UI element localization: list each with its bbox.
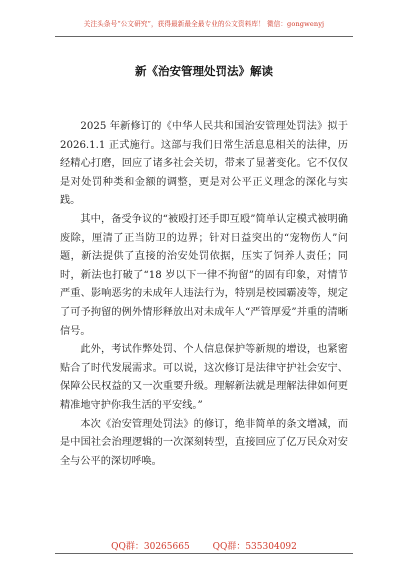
paragraph: 2025 年新修订的《中华人民共和国治安管理处罚法》拟于 2026.1.1 正式施行。这部与我们日常生活息息相关的法律，历经精心打磨，回应了诸多社会关切，带来了显著变化。它不仅仅是对处罚种类和金额的调整，更是对公平正义理念的深化与实践。 <box>60 121 348 207</box>
document-body <box>60 118 348 471</box>
paragraph: 本次《治安管理处罚法》的修订，绝非简单的条文增减，而是中国社会治理逻辑的一次深刻转型，直接回应了亿万民众对安全与公平的深切呼唤。 <box>60 418 348 467</box>
header-promo-text: 关注头条号“公文研究”，获得最新最全最专业的公文资料库！ 微信：gongwenyj <box>83 20 325 28</box>
footer-qq-group-1: QQ群：30265665 <box>111 542 190 552</box>
paragraph: 此外，考试作弊处罚、个人信息保护等新规的增设，也紧密贴合了时代发展需求。可以说，这次修订是法律守护社会安宁、保障公民权益的又一次重要升级。理解新法就是理解法律如何更精准地守护你我生活的平安线。” <box>60 344 348 411</box>
document-title: 新《治安管理处罚法》解读 <box>135 64 273 78</box>
footer-divider <box>55 553 353 554</box>
footer-qq-group-2: QQ群：535304092 <box>212 542 297 552</box>
paragraph: 其中，备受争议的“被殴打还手即互殴”简单认定模式被明确废除，厘清了正当防卫的边界；针对日益突出的“宠物伤人”问题，新法提供了直接的治安处罚依据，压实了饲养人责任；同时，新法也打破了“18 岁以下一律不拘留”的固有印象，对情节严重、影响恶劣的未成年人违法行为，特别是校园霸凌等，规定了可予拘留的例外情形释放出对未成年人“严管厚爱”并重的清晰信号。 <box>60 213 348 337</box>
header-divider <box>55 36 353 37</box>
footer-contact <box>60 539 348 552</box>
